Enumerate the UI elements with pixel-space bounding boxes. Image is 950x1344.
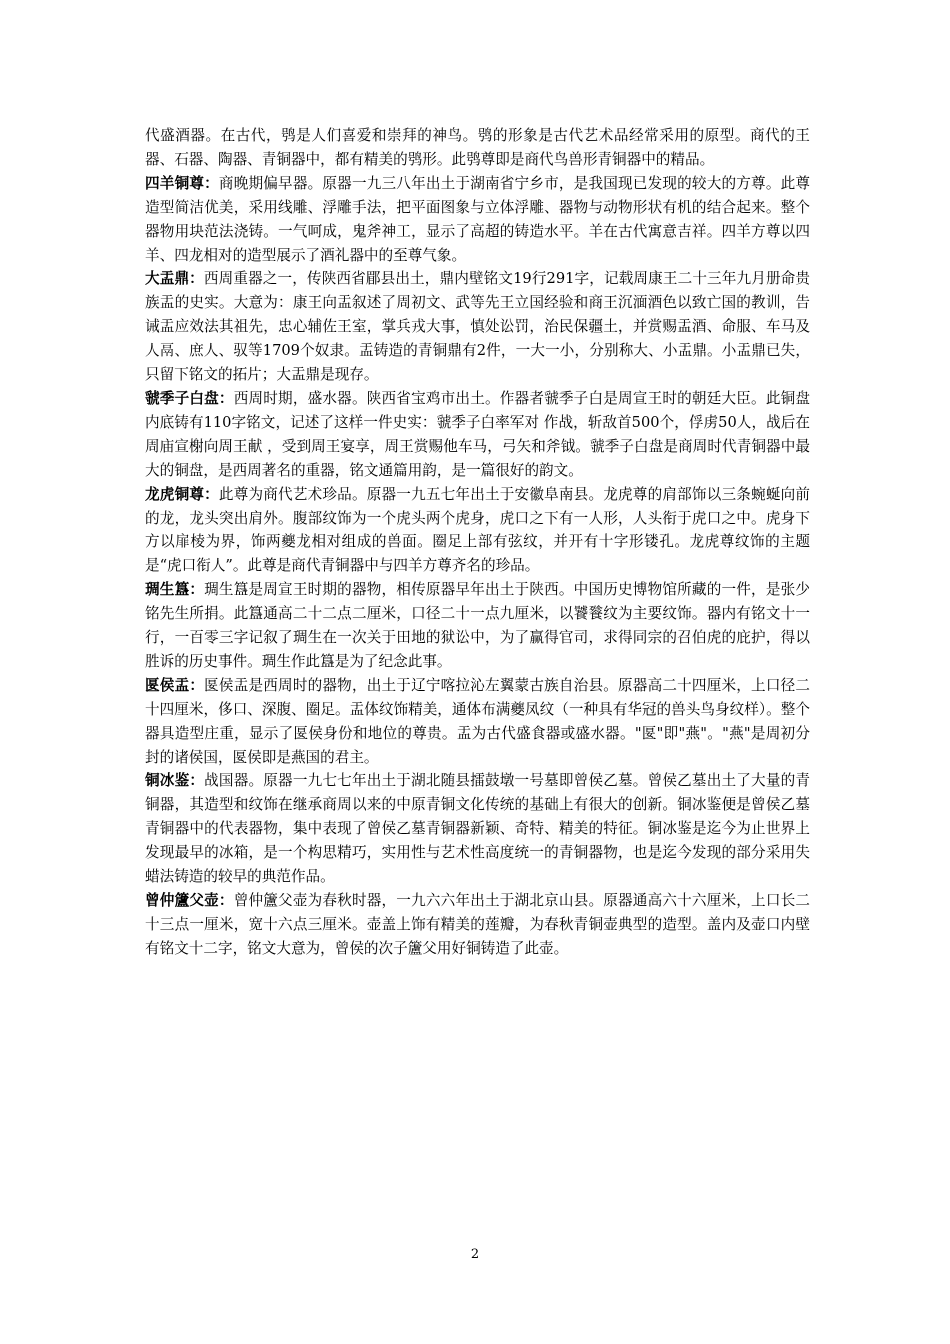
entry-text: 战国器。原器一九七七年出土于湖北随县擂鼓墩一号墓即曾侯乙墓。曾侯乙墓出土了大量的青铜器，其造型和纹饰在继承商周以来的中原青铜文化传统的基础上有很大的创新。铜冰鉴便是曾侯乙墓青铜器中的代表器物，集中表现了曾侯乙墓青铜器新颖、奇特、精美的特征。铜冰鉴是迄今为止世界上发现最早的冰箱，是一个构思精巧，实用性与艺术性高度统一的青铜器物，也是迄今发现的部分采用失蜡法铸造的较早的典范作品。 xyxy=(145,772,810,886)
entry-text: 匽侯盂是西周时的器物，出土于辽宁喀拉沁左翼蒙古族自治县。原器高二十四厘米，上口径二十四厘米，侈口、深腹、圈足。盂体纹饰精美，通体布满夔凤纹（一种具有华冠的兽头鸟身纹样）。整个器具造型庄重，显示了匽侯身份和地位的尊贵。盂为古代盛食器或盛水器。"匽"即"燕"。"燕"是周初分封的诸侯国，匽侯即是燕国的君主。 xyxy=(145,676,810,766)
entry-text: 商晚期偏早器。原器一九三八年出土于湖南省宁乡市，是我国现已发现的较大的方尊。此尊造型简洁优美，采用线雕、浮雕手法，把平面图象与立体浮雕、器物与动物形状有机的结合起来。整个器物用块范法浇铸。一气呵成，鬼斧神工，显示了高超的铸造水平。羊在古代寓意吉祥。四羊方尊以四羊、四龙相对的造型展示了酒礼器中的至尊气象。 xyxy=(145,174,810,264)
intro-paragraph: 代盛酒器。在古代，鸮是人们喜爱和崇拜的神鸟。鸮的形象是古代艺术品经常采用的原型。商代的王器、石器、陶器、青铜器中，都有精美的鸮形。此鸮尊即是商代鸟兽形青铜器中的精品。 xyxy=(145,127,810,168)
entry-text: 此尊为商代艺术珍品。原器一九五七年出土于安徽阜南县。龙虎尊的肩部饰以三条蜿蜒向前的龙，龙头突出肩外。腹部纹饰为一个虎头两个虎身，虎口之下有一人形，人头衔于虎口之中。虎身下方以扉棱为界，饰两夔龙相对组成的兽面。圈足上部有弦纹，并开有十字形镂孔。龙虎尊纹饰的主题是“虎口衔人”。此尊是商代青铜器中与四羊方尊齐名的珍品。 xyxy=(145,485,810,575)
entry-term: 琱生簋： xyxy=(145,581,205,599)
entry-paragraph-guojizibai-pan xyxy=(145,387,810,483)
entry-paragraph-siyang-zun xyxy=(145,172,810,268)
entry-term: 龙虎铜尊： xyxy=(145,485,219,503)
entry-term: 四羊铜尊： xyxy=(145,174,219,192)
entry-text: 曾仲籚父壶为春秋时器，一九六六年出土于湖北京山县。原器通高六十六厘米，上口长二十三点一厘米，宽十六点三厘米。壶盖上饰有精美的莲瓣，为春秋青铜壶典型的造型。盖内及壶口内壁有铭文十二字，铭文大意为，曾侯的次子籚父用好铜铸造了此壶。 xyxy=(145,892,810,957)
entry-term: 虢季子白盘： xyxy=(145,389,234,407)
entry-paragraph-diaosheng-gui xyxy=(145,578,810,674)
entry-term: 曾仲籚父壶： xyxy=(145,892,234,909)
entry-term: 铜冰鉴： xyxy=(145,772,205,790)
entry-term: 匽侯盂： xyxy=(145,676,205,694)
page-number: 2 xyxy=(470,1247,480,1262)
document-body xyxy=(145,124,810,961)
entry-text: 西周时期，盛水器。陕西省宝鸡市出土。作器者虢季子白是周宣王时的朝廷大臣。此铜盘内底铸有110字铭文，记述了这样一件史实：虢季子白率军对 作战，斩敌首500个，俘虏50人，战后在周庙宣榭向周王献 ，受到周王宴享，周王赏赐他车马，弓矢和斧钺。虢季子白盘是商周时代青铜器中最大的铜盘，是西周著名的重器，铭文通篇用韵，是一篇很好的韵文。 xyxy=(145,389,810,479)
entry-term: 大盂鼎： xyxy=(145,270,204,288)
entry-paragraph-yanhou-yu xyxy=(145,674,810,770)
entry-paragraph-dayu-ding xyxy=(145,267,810,387)
entry-paragraph-tong-bingjian xyxy=(145,769,810,889)
entry-paragraph-zengzhong-hu xyxy=(145,889,810,961)
entry-paragraph-longhu-zun xyxy=(145,483,810,579)
entry-text: 西周重器之一，传陕西省郿县出土，鼎内壁铭文19行291字，记载周康王二十三年九月册命贵族盂的史实。大意为：康王向盂叙述了周初文、武等先王立国经验和商王沉湎酒色以致亡国的教训，告诫盂应效法其祖先，忠心辅佐王室，掌兵戎大事，慎处讼罚，治民保疆土，并赏赐盂酒、命服、车马及人鬲、庶人、驭等1709个奴隶。盂铸造的青铜鼎有2件，一大一小，分别称大、小盂鼎。小盂鼎已失，只留下铭文的拓片；大盂鼎是现存。 xyxy=(145,270,810,384)
entry-text: 琱生簋是周宣王时期的器物，相传原器早年出土于陕西。中国历史博物馆所藏的一件，是张少铭先生所捐。此簋通高二十二点二厘米，口径二十一点九厘米，以饕餮纹为主要纹饰。器内有铭文十一行，一百零三字记叙了琱生在一次关于田地的狱讼中，为了赢得官司，求得同宗的召伯虎的庇护，得以胜诉的历史事件。琱生作此簋是为了纪念此事。 xyxy=(145,581,810,670)
